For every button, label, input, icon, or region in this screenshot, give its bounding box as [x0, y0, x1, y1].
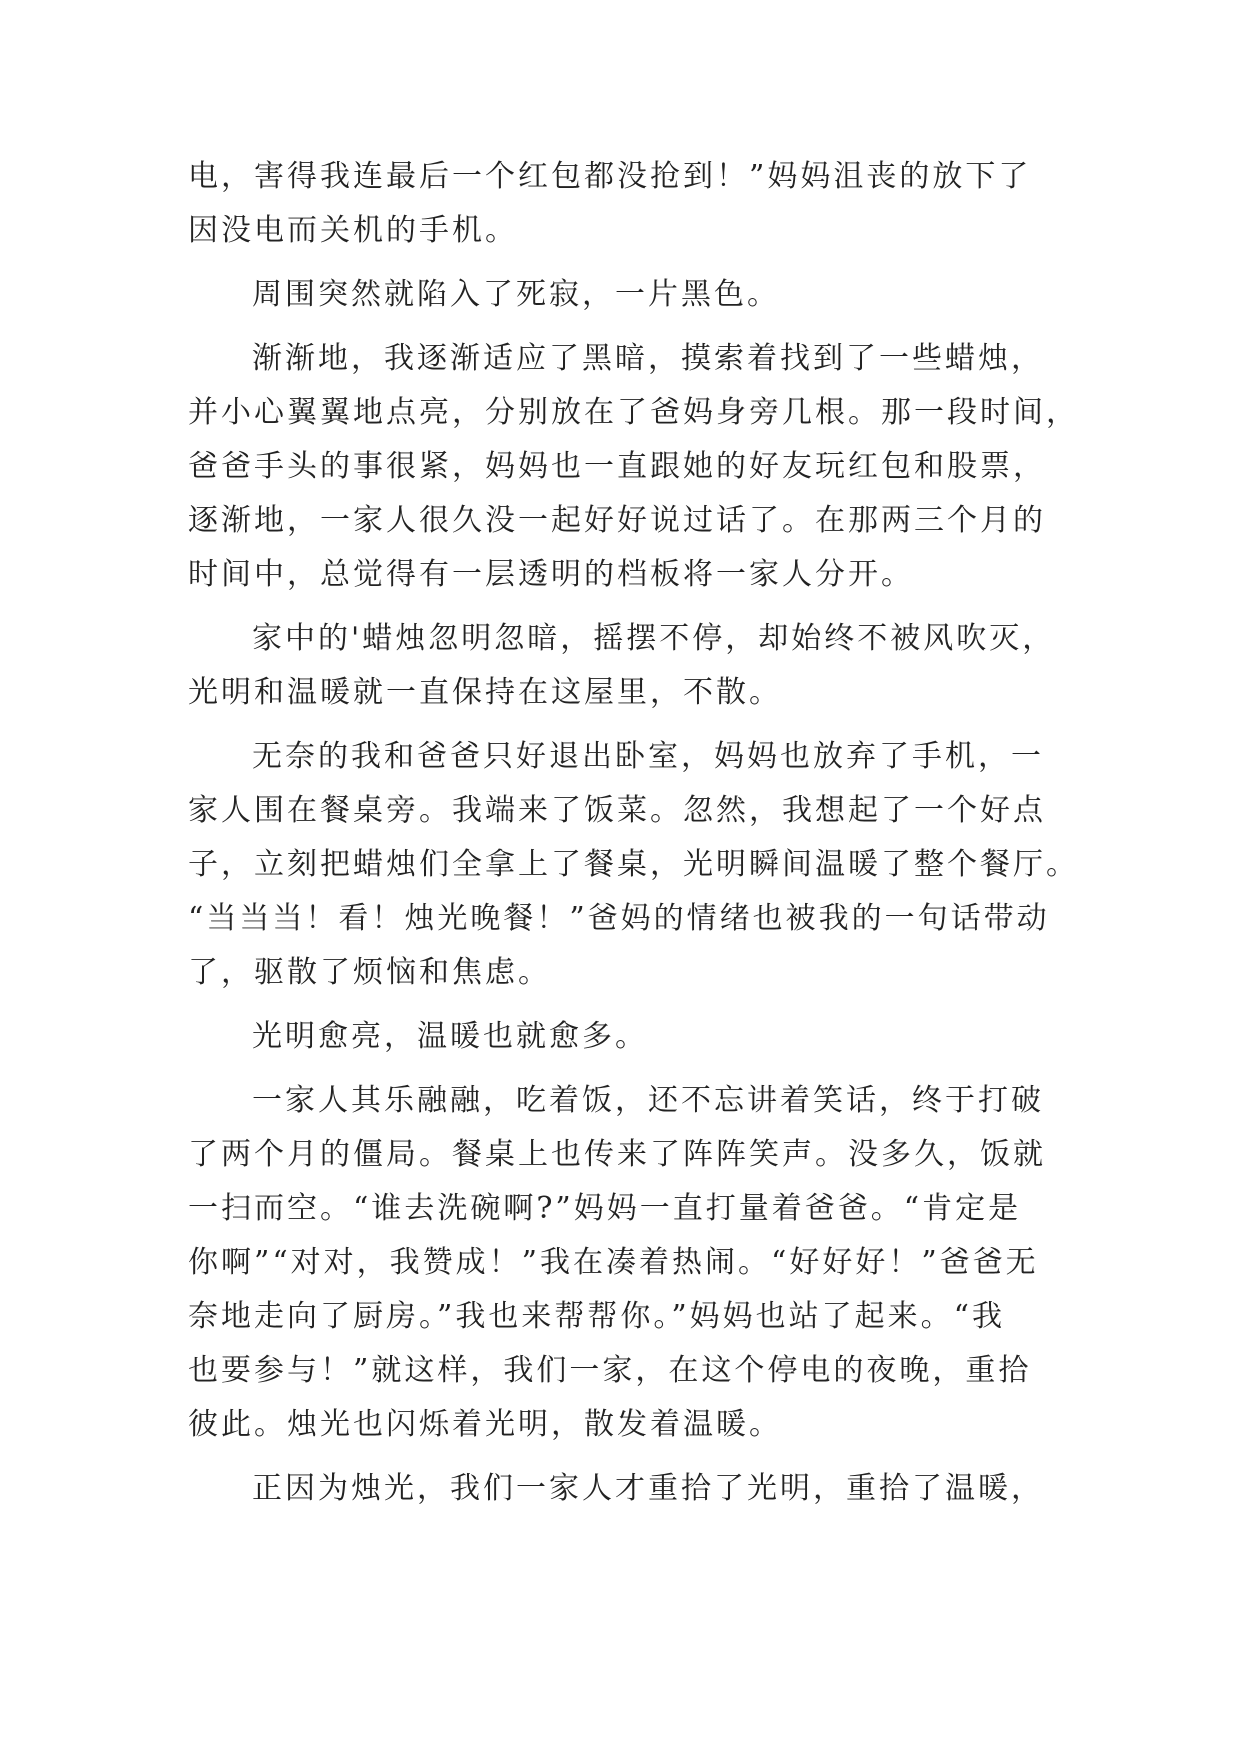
text-line: 了两个月的僵局。餐桌上也传来了阵阵笑声。没多久，饭就	[188, 1137, 1046, 1172]
paragraph-start-line: 光明愈亮，温暖也就愈多。	[252, 1019, 648, 1054]
text-line: 子，立刻把蜡烛们全拿上了餐桌，光明瞬间温暖了整个餐厅。	[188, 847, 1079, 882]
paragraph-start-line: 无奈的我和爸爸只好退出卧室，妈妈也放弃了手机，一	[252, 739, 1044, 774]
text-line: 也要参与！”就这样，我们一家，在这个停电的夜晚，重拾	[188, 1353, 1032, 1388]
essay-body	[188, 150, 1079, 1516]
text-line: “当当当！看！烛光晚餐！”爸妈的情绪也被我的一句话带动	[188, 901, 1050, 936]
paragraph-start-line: 一家人其乐融融，吃着饭，还不忘讲着笑话，终于打破	[252, 1083, 1044, 1118]
text-line: 家人围在餐桌旁。我端来了饭菜。忽然，我想起了一个好点	[188, 793, 1046, 828]
text-line: 彼此。烛光也闪烁着光明，散发着温暖。	[188, 1407, 782, 1442]
text-line: 时间中，总觉得有一层透明的档板将一家人分开。	[188, 557, 914, 592]
paragraph-start-line: 正因为烛光，我们一家人才重拾了光明，重拾了温暖，	[252, 1471, 1044, 1506]
text-line: 爸爸手头的事很紧，妈妈也一直跟她的好友玩红包和股票，	[188, 449, 1046, 484]
text-line: 你啊”“对对，我赞成！”我在凑着热闹。“好好好！”爸爸无	[188, 1245, 1039, 1280]
paragraph-start-line: 渐渐地，我逐渐适应了黑暗，摸索着找到了一些蜡烛，	[252, 341, 1044, 376]
text-line: 一扫而空。“谁去洗碗啊?”妈妈一直打量着爸爸。“肯定是	[188, 1191, 1022, 1226]
text-line: 光明和温暖就一直保持在这屋里，不散。	[188, 675, 782, 710]
paragraph-start-line: 周围突然就陷入了死寂，一片黑色。	[252, 277, 780, 312]
text-line: 奈地走向了厨房。”我也来帮帮你。”妈妈也站了起来。“我	[188, 1299, 1006, 1334]
text-line: 电，害得我连最后一个红包都没抢到！”妈妈沮丧的放下了	[188, 159, 1032, 194]
text-line: 并小心翼翼地点亮，分别放在了爸妈身旁几根。那一段时间，	[188, 395, 1079, 430]
text-line: 了，驱散了烦恼和焦虑。	[188, 955, 551, 990]
text-line: 因没电而关机的手机。	[188, 213, 518, 248]
paragraph-start-line: 家中的'蜡烛忽明忽暗，摇摆不停，却始终不被风吹灭，	[252, 621, 1056, 656]
text-line: 逐渐地，一家人很久没一起好好说过话了。在那两三个月的	[188, 503, 1046, 538]
